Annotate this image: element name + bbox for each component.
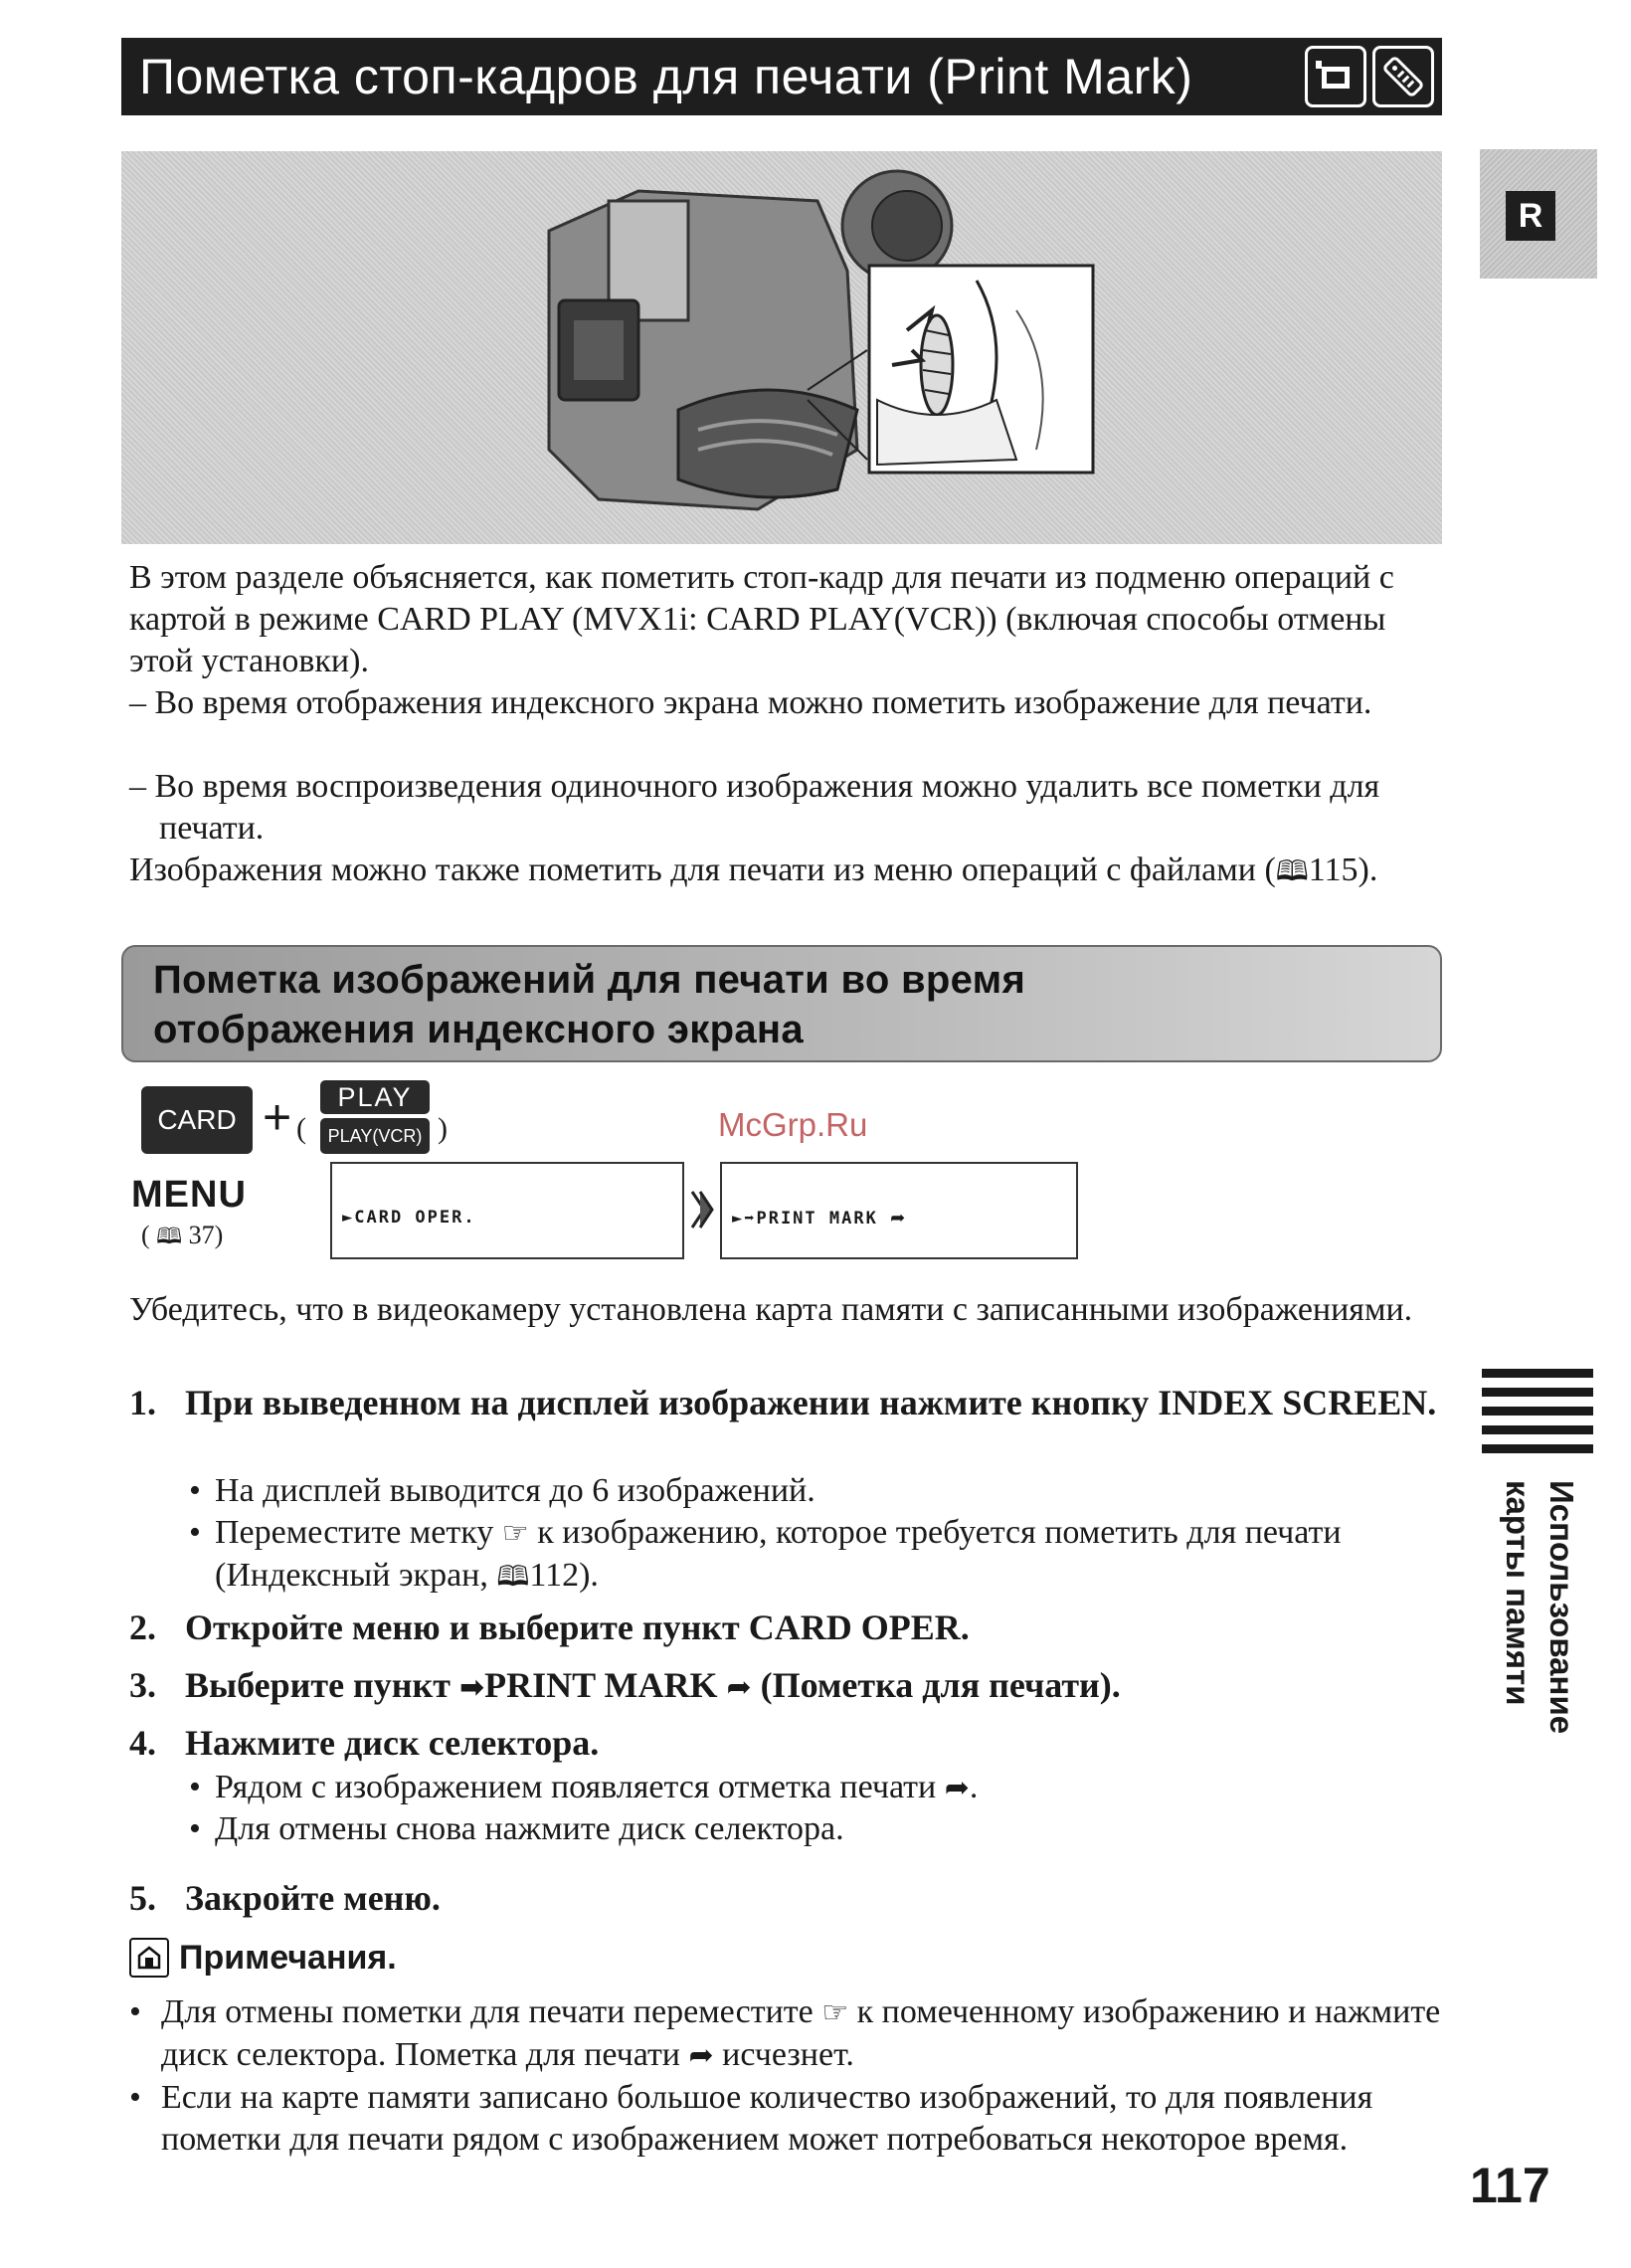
bullet-dot: • xyxy=(129,1993,141,2030)
book-icon: 🕮 xyxy=(156,1225,183,1249)
note-item xyxy=(129,1991,1452,2077)
bullet-text: На дисплей выводится до 6 изображений. xyxy=(215,1472,816,1509)
step-number: 1. xyxy=(129,1383,156,1422)
bullet-text: Для отмены снова нажмите диск селектора. xyxy=(215,1810,844,1847)
pointer-hand-icon: ☞ xyxy=(821,1995,849,2030)
print-mark-icon: ➦ xyxy=(726,1670,752,1705)
bullet-dot: • xyxy=(189,1810,201,1847)
section-heading xyxy=(121,945,1442,1062)
print-mark-screen-text: ►➡PRINT MARK xyxy=(732,1209,878,1228)
bullet-text: Переместите метку xyxy=(215,1514,502,1551)
page-number: 117 xyxy=(1470,2158,1550,2213)
play-vcr-key: PLAY(VCR) xyxy=(320,1118,430,1154)
step-4-bullet xyxy=(189,1767,1442,1809)
card-key: CARD xyxy=(141,1086,253,1154)
intro-paragraph-ref xyxy=(129,850,1442,892)
bullet-dot: • xyxy=(189,1472,201,1509)
bullet-dot: • xyxy=(189,1769,201,1805)
card-mode-icon xyxy=(1305,46,1366,107)
section-tab xyxy=(1480,149,1597,279)
arrow-right-icon: ➡ xyxy=(458,1670,485,1705)
step-4 xyxy=(129,1721,1462,1765)
step-text: Откройте меню и выберите пункт CARD OPER. xyxy=(185,1607,970,1647)
menu-page-ref xyxy=(141,1220,223,1257)
title-icons xyxy=(1305,46,1434,107)
note-text: Для отмены пометки для печати переместите xyxy=(161,1993,822,2030)
step-1-bullet xyxy=(189,1470,1442,1512)
notes-heading xyxy=(129,1938,397,1978)
camcorder-illustration xyxy=(121,151,1442,544)
book-icon: 🕮 xyxy=(1275,854,1309,887)
prep-paragraph: Убедитесь, что в видеокамеру установлена карта памяти с записанными изображениями. xyxy=(129,1291,1413,1328)
bullet-text: к изображению, которое требуется пометить для печати (Индексный экран, xyxy=(215,1514,1342,1594)
step-1-bullet xyxy=(189,1512,1442,1598)
bullet-dot: • xyxy=(129,2079,141,2116)
step-text: Нажмите диск селектора. xyxy=(185,1723,600,1763)
bullet-dot: • xyxy=(189,1514,201,1551)
intro-dash-item: – Во время отображения индексного экрана можно пометить изображение для печати. xyxy=(129,684,1372,721)
step-1 xyxy=(129,1381,1462,1424)
note-icon xyxy=(129,1938,169,1978)
page-title-bar xyxy=(121,38,1442,115)
step-number: 4. xyxy=(129,1723,156,1763)
step-text: Закройте меню. xyxy=(185,1878,441,1918)
note-text: исчезнет. xyxy=(713,2036,854,2073)
double-arrow-icon xyxy=(690,1190,716,1234)
paren-close: ) xyxy=(438,1112,448,1145)
step-text: При выведенном на дисплей изображении нажмите кнопку INDEX SCREEN. xyxy=(185,1383,1437,1422)
step-3 xyxy=(129,1663,1462,1710)
section-tab-letter: R xyxy=(1506,191,1555,241)
side-section-bars xyxy=(1482,1369,1593,1463)
selector-dial-inset xyxy=(869,266,1093,472)
intro-ref-page: 115). xyxy=(1308,851,1378,888)
print-mark-icon: ➦ xyxy=(944,1771,970,1805)
section-heading-line: Пометка изображений для печати во время xyxy=(153,958,1026,1002)
step-number: 5. xyxy=(129,1878,156,1918)
paren-open: ( xyxy=(296,1112,306,1145)
step-4-bullet xyxy=(189,1808,1442,1850)
bullet-ref-page: 112). xyxy=(529,1557,599,1594)
print-mark-icon: ➦ xyxy=(890,1208,908,1228)
step-text: (Пометка для печати). xyxy=(751,1665,1121,1705)
menu-screen-print-mark xyxy=(720,1162,1078,1259)
watermark: McGrp.Ru xyxy=(718,1106,868,1143)
plus-sign: + xyxy=(263,1089,292,1145)
step-2 xyxy=(129,1606,1462,1649)
menu-label: MENU xyxy=(131,1174,247,1216)
menu-screen-card-oper: ►CARD OPER. xyxy=(330,1162,684,1259)
page-title: Пометка стоп-кадров для печати (Print Mark) xyxy=(139,49,1193,104)
menu-ref-open: ( xyxy=(141,1221,157,1249)
print-mark-icon: ➦ xyxy=(688,2038,714,2073)
step-5 xyxy=(129,1876,1462,1920)
remote-control-icon xyxy=(1372,46,1434,107)
bullet-text: Рядом с изображением появляется отметка печати xyxy=(215,1769,945,1805)
note-text: Если на карте памяти записано большое количество изображений, то для появления пометки для печати рядом с изображением может потребоваться некоторое время. xyxy=(161,2079,1373,2158)
menu-ref-page: 37) xyxy=(188,1221,224,1249)
intro-ref-text: Изображения можно также пометить для печати из меню операций с файлами ( xyxy=(129,851,1276,888)
bullet-text: . xyxy=(969,1769,979,1805)
note-text: к помеченному изображению и нажмите диск селектора. Пометка для печати xyxy=(161,1993,1441,2073)
step-text: Выберите пункт xyxy=(185,1665,459,1705)
pointer-hand-icon: ☞ xyxy=(501,1516,529,1551)
section-heading-line: отображения индексного экрана xyxy=(153,1008,804,1051)
intro-paragraph: В этом разделе объясняется, как пометить стоп-кадр для печати из подменю операций с картой в режиме CARD PLAY (MVX1i: CARD PLAY(VCR)) (включая способы отмены этой установки). xyxy=(129,559,1394,679)
notes-heading-text: Примечания. xyxy=(179,1938,397,1977)
note-item xyxy=(129,2077,1452,2161)
step-number: 2. xyxy=(129,1607,156,1647)
side-section-label: Использование карты памяти xyxy=(1500,1480,1580,1735)
book-icon: 🕮 xyxy=(496,1560,530,1593)
step-text: PRINT MARK xyxy=(484,1665,727,1705)
play-key: PLAY xyxy=(320,1080,430,1114)
step-number: 3. xyxy=(129,1665,156,1705)
intro-dash-item: – Во время воспроизведения одиночного изображения можно удалить все пометки для печати. xyxy=(129,768,1380,847)
